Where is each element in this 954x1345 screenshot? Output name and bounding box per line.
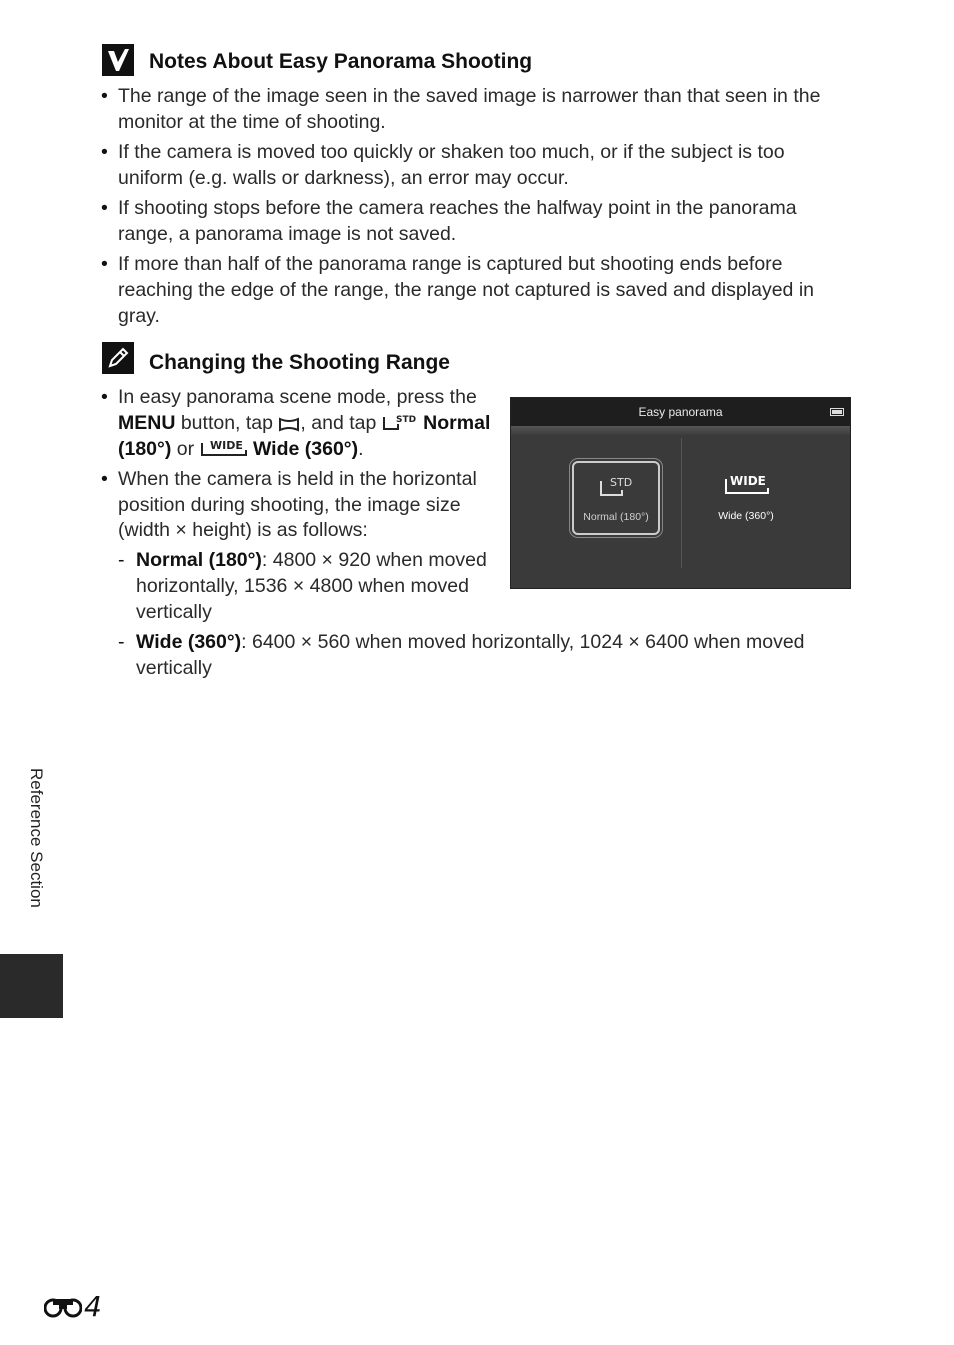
list-item xyxy=(118,630,853,682)
normal-option-label: Normal (180°) xyxy=(583,511,649,523)
camera-screen xyxy=(510,397,851,589)
image-size-list xyxy=(118,548,496,625)
notes-list xyxy=(101,84,846,334)
svg-text:WIDE: WIDE xyxy=(209,438,243,452)
header-shadow xyxy=(511,426,850,436)
section-title-notes: Notes About Easy Panorama Shooting xyxy=(149,50,533,73)
side-section-tab xyxy=(0,954,63,1018)
screen-header xyxy=(511,398,850,426)
normal-label: Normal (180°) xyxy=(136,549,262,572)
std-panorama-icon xyxy=(596,471,636,501)
wide-panorama-icon xyxy=(722,469,772,499)
svg-text:WIDE: WIDE xyxy=(730,474,766,488)
panorama-mode-icon xyxy=(278,416,300,432)
list-item xyxy=(101,385,496,462)
list-item: • The range of the image seen in the saved image is narrower than that seen in the monitor at the time of shooting. xyxy=(101,84,846,136)
list-item: • If shooting stops before the camera reaches the halfway point in the panorama range, a panorama image is not saved. xyxy=(101,196,846,248)
list-item: • If more than half of the panorama range is captured but shooting ends before reaching the edge of the range, the range not captured is saved and displayed in gray. xyxy=(101,252,846,329)
normal-option-label: Normal (180°) xyxy=(118,411,491,460)
wide-option-label: Wide (360°) xyxy=(718,510,774,522)
battery-icon xyxy=(830,408,844,416)
text: : 6400 × 560 when moved horizontally, 1024 × 6400 when moved vertically xyxy=(136,631,805,679)
image-size-list-wide xyxy=(118,630,853,686)
svg-text:STD: STD xyxy=(395,414,416,425)
screen-title: Easy panorama xyxy=(638,405,723,419)
normal-option-button[interactable] xyxy=(572,461,660,535)
wide-panorama-icon xyxy=(200,438,248,458)
text: . xyxy=(358,437,364,460)
list-item xyxy=(101,467,496,626)
page-number xyxy=(44,1290,102,1323)
check-mark-icon xyxy=(102,44,134,76)
std-panorama-icon xyxy=(382,412,418,432)
text: In easy panorama scene mode, press the xyxy=(118,386,477,408)
text: or xyxy=(171,437,200,460)
wide-label: Wide (360°) xyxy=(136,631,242,653)
text: button, tap xyxy=(175,411,279,434)
side-section-label: Reference Section xyxy=(27,768,46,908)
text: When the camera is held in the horizontal position during shooting, the image size (width × height) is as follows: xyxy=(118,467,477,542)
binoculars-icon xyxy=(44,1296,82,1318)
menu-button-label: MENU xyxy=(118,411,176,434)
wide-option-label: Wide (360°) xyxy=(252,437,359,460)
list-item xyxy=(118,548,496,625)
page-number-text: 4 xyxy=(84,1290,102,1323)
wide-option-button[interactable] xyxy=(704,463,788,533)
svg-text:STD: STD xyxy=(610,476,633,489)
list-item: • If the camera is moved too quickly or shaken too much, or if the subject is too uniform (e.g. walls or darkness), an error may occur. xyxy=(101,140,846,192)
text: : 4800 × 920 when moved horizontally, 1536 × 4800 when moved vertically xyxy=(136,549,487,623)
text: , and tap xyxy=(300,411,382,434)
divider xyxy=(681,438,682,568)
pencil-icon xyxy=(102,342,134,374)
section-title-shooting-range: Changing the Shooting Range xyxy=(149,351,450,374)
shooting-range-list xyxy=(101,385,496,630)
